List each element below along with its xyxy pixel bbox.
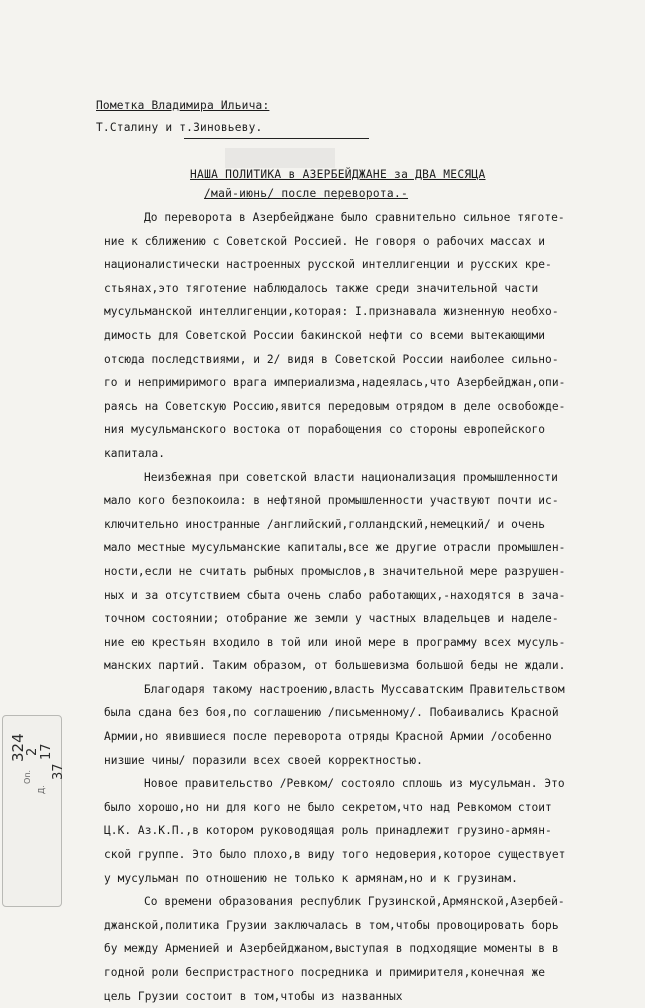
body-line: точном состоянии; отобрание же земли у частных владельцев и наделе- bbox=[104, 612, 559, 626]
body-line: Неизбежная при советской власти национализация промышленности bbox=[144, 470, 558, 484]
body-line: Со времени образования республик Грузинской,Армянской,Азербей- bbox=[144, 895, 565, 909]
body-line: мусульманской интеллигенции,которая: I.признавала жизненную необхо- bbox=[104, 305, 559, 319]
body-line: манских партий. Таким образом, от большевизма большой беды не ждали. bbox=[104, 659, 566, 673]
stamp-fond-number: 324 bbox=[9, 733, 27, 762]
lenin-note-heading: Пометка Владимира Ильича: bbox=[96, 99, 270, 112]
body-line: До переворота в Азербейджане было сравнительно сильное тяготе- bbox=[144, 211, 565, 224]
stamp-opis-number: 2 bbox=[25, 747, 40, 756]
body-line: капитала. bbox=[104, 446, 166, 460]
body-line: отсюда последствиями, и 2/ видя в Советской России наиболее сильно- bbox=[104, 352, 559, 366]
body-line: Ц.К. Аз.К.П.,в котором руководящая роль принадлежит грузино-армян- bbox=[104, 824, 552, 838]
body-line: димость для Советской России бакинской нефти со всеми вытекающими bbox=[104, 328, 546, 342]
body-line: низшие чины/ поразили всех своей корректностью. bbox=[104, 753, 423, 767]
body-line: ключительно иностранные /английский,голландский,немецкий/ и очень bbox=[104, 517, 546, 531]
body-line: была сдана без боя,по соглашению /письменному/. Побаивались Красной bbox=[104, 706, 559, 720]
body-line: Армии,но явившиеся после переворота отряды Красной Армии /особенно bbox=[104, 730, 552, 744]
body-line: бу между Арменией и Азербейджаном,выступая в подходящие моменты в в bbox=[104, 942, 559, 956]
stamp-list-number: 37 bbox=[51, 763, 66, 780]
stamp-delo-number: 17 bbox=[39, 743, 54, 760]
body-line: мало кого безпокоила: в нефтяной промышленности участвуют почти ис- bbox=[104, 494, 559, 508]
archive-stamp bbox=[2, 715, 66, 907]
body-line: ния мусульманского востока от порабощения со стороны европейского bbox=[104, 423, 546, 437]
body-line: мало местные мусульманские капиталы,все же другие отрасли промышлен- bbox=[104, 541, 566, 555]
body-line: ской группе. Это было плохо,в виду того недоверия,которое существует bbox=[104, 848, 566, 862]
body-line: го и непримиримого врага империализма,надеялась,что Азербейджан,опи- bbox=[104, 376, 566, 390]
stamp-delo-label: Д. bbox=[37, 785, 46, 794]
body-line: джанской,политика Грузии заключалась в том,чтобы провоцировать борь bbox=[104, 918, 559, 932]
body-line: ние к сближению с Советской Россией. Не говоря о рабочих массах и bbox=[104, 234, 546, 248]
body-line: Благодаря такому настроению,власть Муссаватским Правительством bbox=[144, 682, 565, 696]
body-line: Новое правительство /Ревком/ состояло сплошь из мусульман. Это bbox=[144, 777, 565, 791]
body-line: ных и за отсутствием сбыта очень слабо работающих,-находятся в зача- bbox=[104, 588, 566, 602]
addressees-text: Т.Сталину и т.Зиновьеву. bbox=[96, 121, 263, 134]
ink-smudge bbox=[225, 148, 335, 168]
lenin-note-addressees bbox=[96, 121, 262, 134]
stamp-opis-label: Оп. bbox=[23, 769, 32, 784]
body-line: раясь на Советскую Россию,явится передовым отрядом в деле освобожде- bbox=[104, 399, 566, 413]
body-line: ности,если не считать рыбных промыслов,в значительной мере разрушен- bbox=[104, 564, 566, 578]
document-subtitle: /май-июнь/ после переворота.- bbox=[204, 187, 409, 200]
body-line: у мусульман по отношению не только к армянам,но и к грузинам. bbox=[104, 871, 518, 885]
document-title: НАША ПОЛИТИКА в АЗЕРБЕЙДЖАНЕ за ДВА МЕСЯЦА bbox=[190, 168, 486, 181]
document-body bbox=[104, 206, 609, 1008]
body-line: годной роли беспристрастного посредника и примирителя,конечная же bbox=[104, 966, 546, 979]
body-line: стьянах,это тяготение наблюдалось также среди значительной части bbox=[104, 281, 539, 295]
body-line: ние ею крестьян входило в той или иной мере в программу всех мусуль- bbox=[104, 635, 566, 649]
body-line: было хорошо,но ни для кого не было секретом,что над Ревкомом стоит bbox=[104, 800, 552, 814]
handwritten-underline bbox=[184, 138, 369, 141]
body-line: националистически настроенных русской интеллигенции и русских кре- bbox=[104, 258, 552, 272]
body-line: цель Грузии состоит в том,чтобы из названных bbox=[104, 989, 403, 1003]
